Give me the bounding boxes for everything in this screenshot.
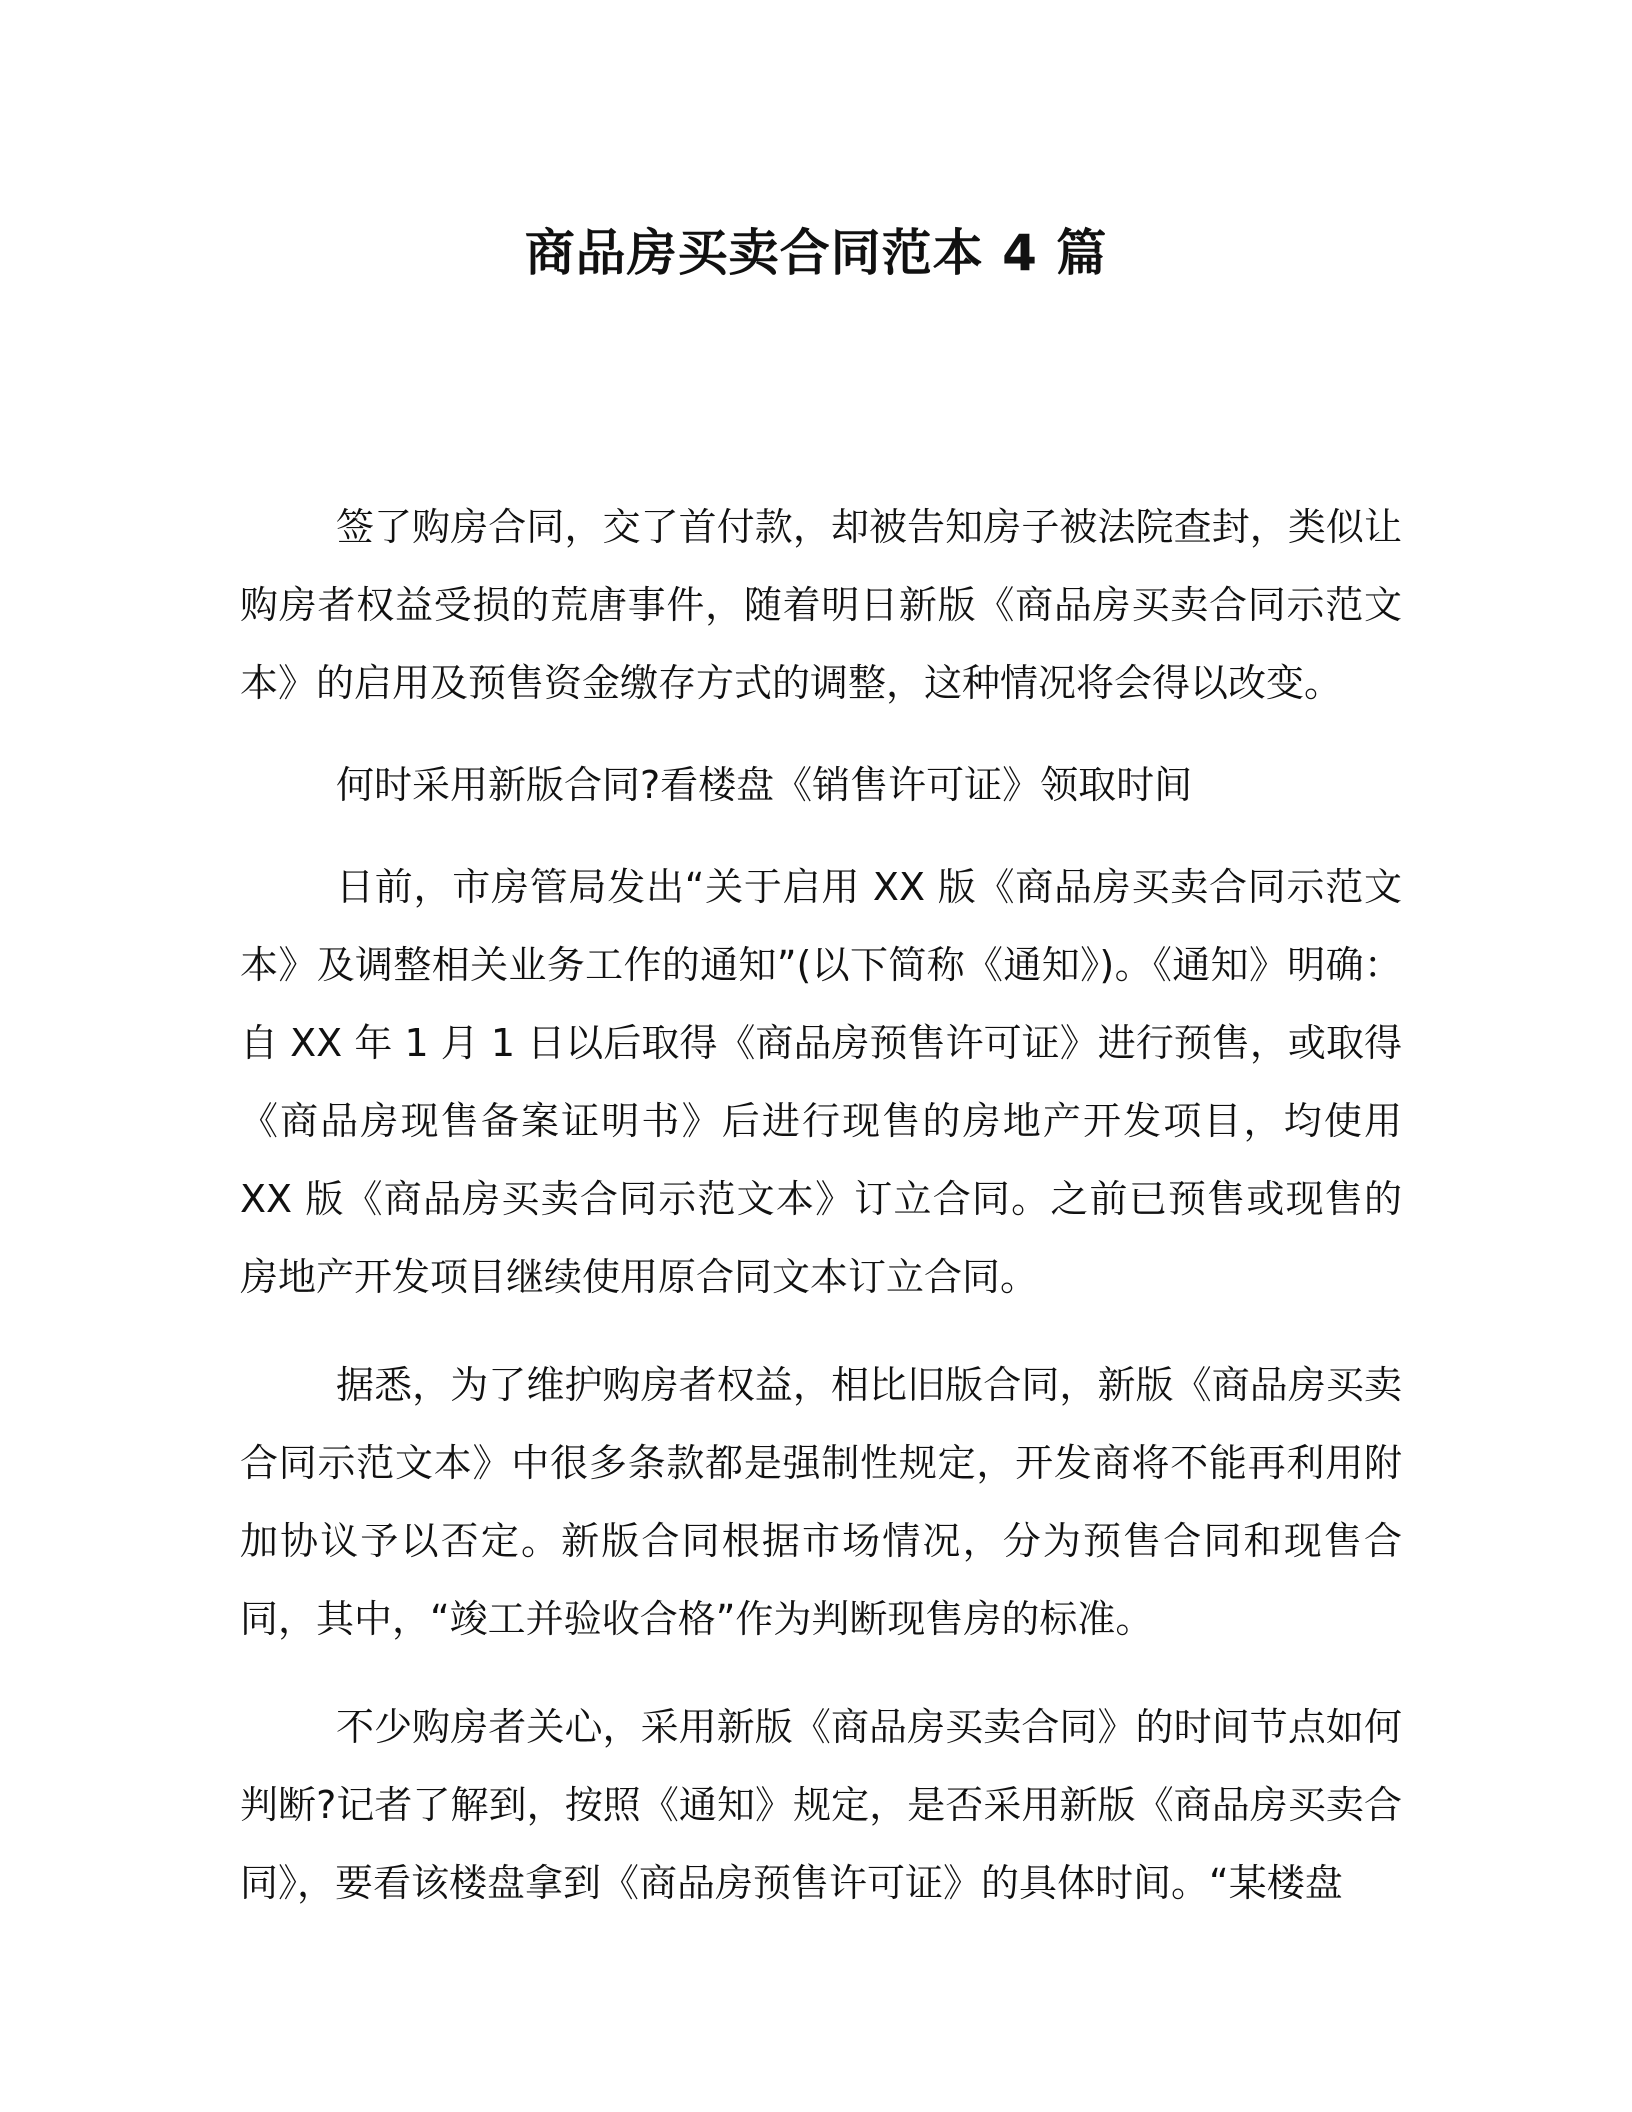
paragraph-subheading: 何时采用新版合同?看楼盘《销售许可证》领取时间 bbox=[336, 763, 1193, 807]
paragraph-new-contract: 据悉，为了维护购房者权益，相比旧版合同，新版《商品房买卖合同示范文本》中很多条款都是强制性规定，开发商将不能再利用附加协议予以否定。新版合同根据市场情况，分为预售合同和现售合同，其中，“竣工并验收合格”作为判断现售房的标准。 bbox=[240, 1363, 1402, 1641]
document-body bbox=[240, 488, 1402, 1922]
paragraph-intro: 签了购房合同，交了首付款，却被告知房子被法院查封，类似让购房者权益受损的荒唐事件，随着明日新版《商品房买卖合同示范文本》的启用及预售资金缴存方式的调整，这种情况将会得以改变。 bbox=[240, 505, 1402, 705]
paragraph-notice: 日前，市房管局发出“关于启用 XX 版《商品房买卖合同示范文本》及调整相关业务工作的通知”(以下简称《通知》)。《通知》明确：自 XX 年 1 月 1 日以后取得《商品房预售许可证》进行预售，或取得《商品房现售备案证明书》后进行现售的房地产开发项目，均使用 XX 版《商品房买卖合同示范文本》订立合同。之前已预售或现售的房地产开发项目继续使用原合同文本订立合同。 bbox=[240, 865, 1402, 1299]
paragraph-timing: 不少购房者关心，采用新版《商品房买卖合同》的时间节点如何判断?记者了解到，按照《通知》规定，是否采用新版《商品房买卖合同》，要看该楼盘拿到《商品房预售许可证》的具体时间。“某楼盘 bbox=[240, 1705, 1402, 1905]
document-title: 商品房买卖合同范本 4 篇 bbox=[524, 224, 1108, 282]
